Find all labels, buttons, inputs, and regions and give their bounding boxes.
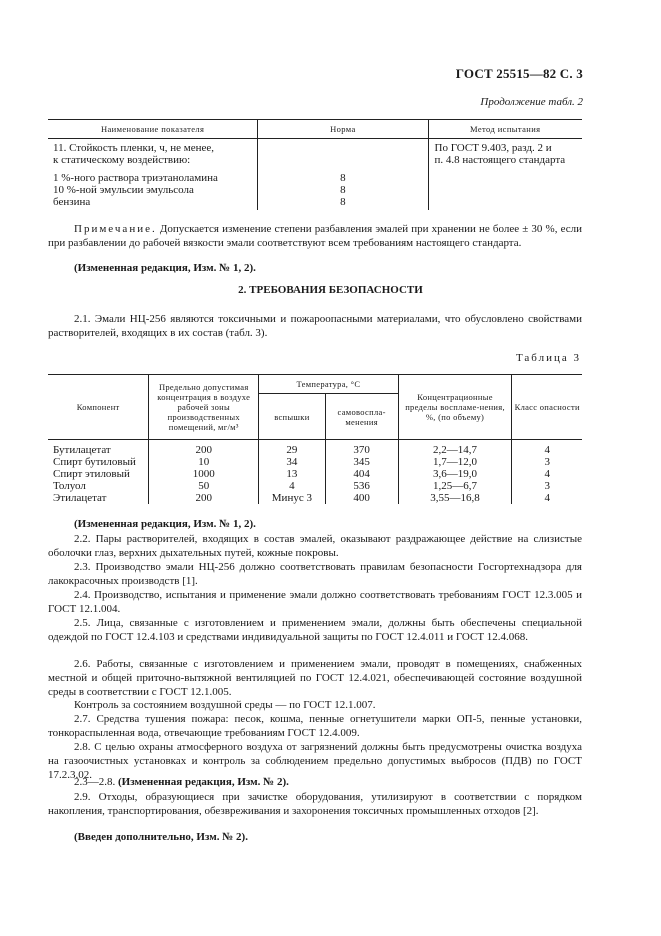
row-name: 10 %-ной эмульсии эмульсола (53, 184, 194, 196)
table-row (48, 480, 582, 492)
amendment-range: 2.3—2.8. (74, 776, 118, 788)
component-name: Спирт бутиловый (53, 456, 136, 468)
paragraph-2-3: 2.3. Производство эмали НЦ-256 должно соответствовать правилам безопасности Госгортехнадзора для лакокрасочных производств [1]. (48, 561, 582, 587)
flash-value: 13 (259, 468, 325, 480)
method-text: По ГОСТ 9.403, разд. 2 и (434, 142, 552, 154)
paragraph-2-6-control: Контроль за состоянием воздушной среды — по ГОСТ 12.1.007. (74, 699, 376, 711)
row-title: 11. Стойкость пленки, ч, не менее, (53, 142, 215, 154)
amendment-note: (Измененная редакция, Изм. № 1, 2). (74, 262, 256, 274)
class-value: 4 (512, 440, 582, 457)
paragraph-2-7: 2.7. Средства тушения пожара: песок, кошма, пенные огнетушители марки ОП-5, пенные установки, тонкораспыленная вода, отвечающие требованиям ГОСТ 12.4.009. (48, 713, 582, 739)
column-header-component: Компонент (48, 375, 149, 440)
column-header-flash: вспышки (259, 394, 325, 440)
column-header-class: Класс опасности (512, 375, 582, 440)
amendment-line (74, 775, 289, 789)
paragraph-2-6: 2.6. Работы, связанные с изготовлением и применением эмали, проводят в помещениях, снабженных местной и общей приточно-вытяжной вентиляцией по ГОСТ 12.4.021, обеспечивающей состояние воздушной среды в соответствии с ГОСТ 12.1.005. (48, 658, 582, 698)
paragraph-2-2: 2.2. Пары растворителей, входящих в состав эмалей, оказывают раздражающее действие на слизистые оболочки глаз, верхних дыхательных путей, кожные покровы. (48, 533, 582, 559)
row-title-cont: к статическому воздействию: (53, 154, 191, 166)
column-header-temperature: Температура, °С (259, 375, 399, 394)
class-value: 3 (512, 456, 582, 468)
table-note (48, 222, 582, 250)
pdk-value: 1000 (149, 468, 259, 480)
limits-value: 3,6—19,0 (398, 468, 512, 480)
column-header-norm: Норма (258, 120, 428, 139)
table-row (48, 196, 582, 210)
column-header-indicator: Наименование показателя (48, 120, 258, 139)
amendment-note: (Измененная редакция, Изм. № 1, 2). (74, 518, 256, 530)
autoignition-value: 400 (325, 492, 398, 504)
pdk-value: 10 (149, 456, 259, 468)
limits-value: 2,2—14,7 (398, 440, 512, 457)
row-norm: 8 (258, 166, 428, 184)
table-continuation-label: Продолжение табл. 2 (480, 96, 583, 108)
section-title: 2. ТРЕБОВАНИЯ БЕЗОПАСНОСТИ (238, 284, 423, 296)
autoignition-value: 370 (325, 440, 398, 457)
autoignition-value: 404 (325, 468, 398, 480)
pdk-value: 200 (149, 492, 259, 504)
row-name: бензина (53, 196, 91, 208)
table-caption: Таблица 3 (515, 352, 581, 364)
row-name: 1 %-ного раствора триэтаноламина (53, 172, 218, 184)
class-value: 4 (512, 468, 582, 480)
class-value: 3 (512, 480, 582, 492)
table-3 (48, 374, 582, 504)
pdk-value: 50 (149, 480, 259, 492)
paragraph-2-1: 2.1. Эмали НЦ-256 являются токсичными и пожароопасными материалами, что обусловлено свойствами растворителей, входящих в их состав (табл. 3). (48, 313, 582, 339)
table-row (48, 468, 582, 480)
column-header-method: Метод испытания (428, 120, 582, 139)
autoignition-value: 345 (325, 456, 398, 468)
flash-value: Минус 3 (259, 492, 325, 504)
component-name: Спирт этиловый (53, 468, 130, 480)
table-row (48, 456, 582, 468)
table-row (48, 492, 582, 504)
flash-value: 4 (259, 480, 325, 492)
paragraph-2-8: 2.8. С целью охраны атмосферного воздуха от загрязнений должны быть предусмотрены очистка воздуха на газоочистных установках и контроль за соблюдением предельно допустимых выбросов (ПДВ) по ГОСТ 17.2.3.02. (48, 741, 582, 781)
limits-value: 1,25—6,7 (398, 480, 512, 492)
limits-value: 1,7—12,0 (398, 456, 512, 468)
paragraph-2-4: 2.4. Производство, испытания и применение эмали должно соответствовать требованиям ГОСТ 12.3.005 и ГОСТ 12.1.004. (48, 589, 582, 615)
note-text: Допускается изменение степени разбавления эмалей при хранении не более ± 30 %, если при разбавлении до рабочей вязкости эмали соответствуют всем требованиям настоящего стандарта. (48, 223, 582, 249)
amendment-note: (Измененная редакция, Изм. № 2). (118, 776, 289, 788)
column-header-pdk: Предельно допустимая концентрация в воздухе рабочей зоны производственных помещений, мг/м³ (149, 375, 259, 440)
autoignition-value: 536 (325, 480, 398, 492)
note-label: Примечание. (74, 223, 157, 235)
flash-value: 29 (259, 440, 325, 457)
component-name: Бутилацетат (53, 444, 111, 456)
table-row (48, 166, 582, 184)
table-row (48, 440, 582, 457)
table-row (48, 184, 582, 196)
component-name: Толуол (53, 480, 86, 492)
amendment-note: (Введен дополнительно, Изм. № 2). (74, 831, 248, 843)
page-header: ГОСТ 25515—82 С. 3 (455, 66, 583, 81)
column-header-limits: Концентрационные пределы воспламе-нения, %, (по объему) (398, 375, 512, 440)
paragraph-2-9: 2.9. Отходы, образующиеся при зачистке оборудования, утилизируют в соответствии с порядком накопления, транспортирования, обезвреживания и захоронения токсичных промышленных отходов [2]. (48, 791, 582, 817)
table-2-continuation (48, 119, 582, 210)
limits-value: 3,55—16,8 (398, 492, 512, 504)
pdk-value: 200 (149, 440, 259, 457)
class-value: 4 (512, 492, 582, 504)
component-name: Этилацетат (53, 492, 107, 504)
method-text-cont: п. 4.8 настоящего стандарта (434, 154, 566, 166)
row-norm: 8 (258, 184, 428, 196)
row-norm: 8 (258, 196, 428, 210)
column-header-autoignition: самовоспла-менения (325, 394, 398, 440)
flash-value: 34 (259, 456, 325, 468)
table-row (48, 139, 582, 167)
paragraph-2-5: 2.5. Лица, связанные с изготовлением и применением эмали, должны быть обеспечены специальной одеждой по ГОСТ 12.4.103 и средствами индивидуальной защиты по ГОСТ 12.4.011 и ГОСТ 12.4.068. (48, 617, 582, 643)
